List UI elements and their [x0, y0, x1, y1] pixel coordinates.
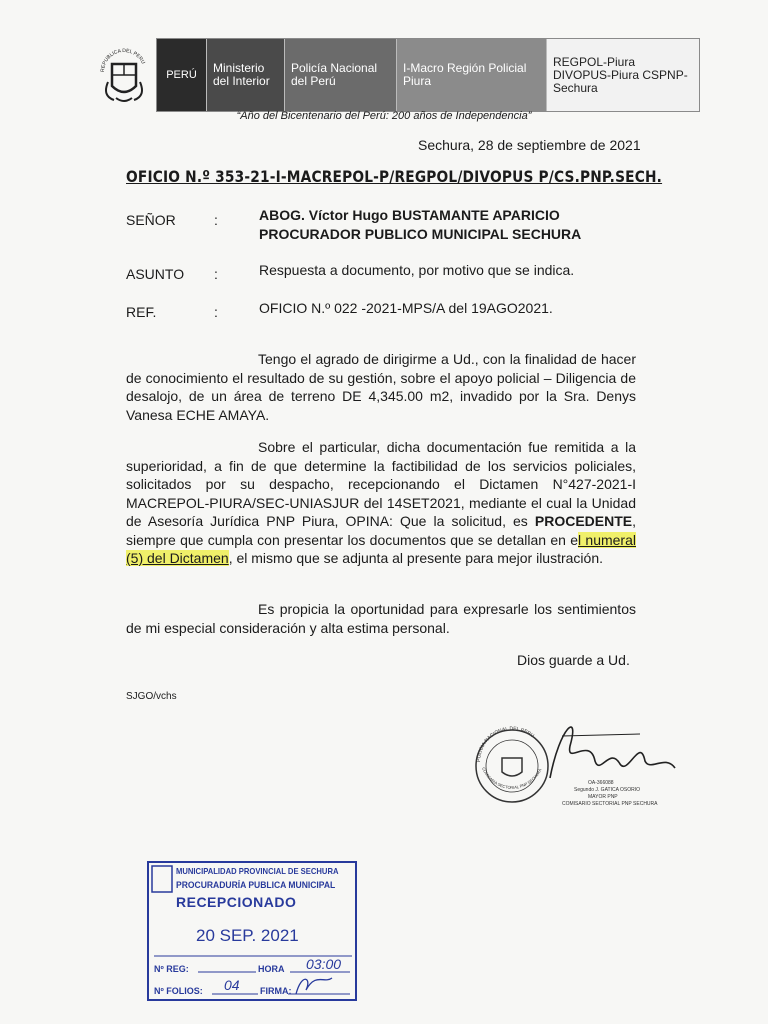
- ref-label: REF.: [126, 304, 157, 320]
- svg-text:REPUBLICA DEL PERU: REPUBLICA DEL PERU: [99, 47, 147, 73]
- reception-stamp: MUNICIPALIDAD PROVINCIAL DE SECHURA PROCURADURÍA PUBLICA MUNICIPAL RECEPCIONADO 20 SEP. 2021 Nº REG: HORA 03:00 Nº FOLIOS: 04 FIRMA:: [146, 860, 358, 1002]
- svg-text:MAYOR PNP: MAYOR PNP: [588, 794, 618, 800]
- body-paragraph-2: Sobre el particular, dicha documentación fue remitida a la superioridad, a fin de que determine la factibilidad de los servicios policiales, solicitados por su despacho, recepcionando el Dictamen N°427-2021-I MACREPOL-PIURA/SEC-UNIASJUR del 14SET2021, mediante el cual la Unidad de Asesoría Jurídica PNP Piura, OPINA: Que la solicitud, es PROCEDENTE, siempre que cumpla con presentar los documentos que se detallan en el numeral (5) del Dictamen, el mismo que se adjunta al presente para mejor ilustración.: [126, 439, 636, 566]
- body-paragraph-3: Es propicia la oportunidad para expresarle los sentimientos de mi especial consideración y alta estima personal.: [126, 601, 636, 636]
- highlighted-numeral: l numeral (5) del Dictamen: [126, 531, 636, 566]
- asunto-label: ASUNTO: [126, 266, 185, 282]
- institution-header-bar: [156, 38, 700, 112]
- asunto-value: Respuesta a documento, por motivo que se indica.: [259, 262, 575, 278]
- svg-text:Segundo J. GATICA OSORIO: Segundo J. GATICA OSORIO: [574, 787, 641, 793]
- ref-colon: :: [214, 304, 218, 320]
- senor-label: SEÑOR: [126, 212, 176, 228]
- svg-text:OA-366088: OA-366088: [588, 780, 614, 786]
- procedente-emphasis: PROCEDENTE: [534, 513, 633, 529]
- ref-value: OFICIO N.º 022 -2021-MPS/A del 19AGO2021.: [259, 300, 553, 316]
- reference-initials: SJGO/vchs: [126, 691, 177, 702]
- year-motto: “Año del Bicentenario del Perú: 200 años de Independencia”: [236, 110, 532, 122]
- svg-text:POLICIA NACIONAL DEL PERU: POLICIA NACIONAL DEL PERU: [475, 725, 536, 763]
- header-regpol: REGPOL-Piura DIVOPUS-Piura CSPNP-Sechura: [547, 39, 699, 111]
- recipient-name: ABOG. Víctor Hugo BUSTAMANTE APARICIO: [259, 207, 560, 223]
- signature-and-seal: [470, 706, 690, 816]
- recipient-title: PROCURADOR PUBLICO MUNICIPAL SECHURA: [259, 226, 582, 242]
- header-peru: PERÚ: [157, 39, 207, 111]
- svg-text:COMISARIA SECTORIAL PNP SECHUR: COMISARIA SECTORIAL PNP SECHURA: [481, 766, 543, 790]
- header-ministerio: Ministerio del Interior: [207, 39, 285, 111]
- header-macro-region: I-Macro Región Policial Piura: [397, 39, 547, 111]
- svg-text:COMISARIO SECTORIAL PNP SECHUR: COMISARIO SECTORIAL PNP SECHURA: [562, 801, 658, 807]
- document-date: Sechura, 28 de septiembre de 2021: [418, 137, 641, 153]
- body-paragraph-1: Tengo el agrado de dirigirme a Ud., con la finalidad de hacer de conocimiento el resultado de su gestión, sobre el apoyo policial – Diligencia de desalojo, de un área de terreno DE 4,345.00 m2, invadido por la Sra. Denys Vanesa ECHE AMAYA.: [126, 351, 636, 423]
- peru-coat-of-arms-logo: [98, 42, 150, 112]
- header-policia: Policía Nacional del Perú: [285, 39, 397, 111]
- senor-colon: :: [214, 212, 218, 228]
- closing-salutation: Dios guarde a Ud.: [517, 652, 630, 668]
- oficio-number: OFICIO N.º 353-21-I-MACREPOL-P/REGPOL/DIVOPUS P/CS.PNP.SECH.: [126, 167, 663, 186]
- asunto-colon: :: [214, 266, 218, 282]
